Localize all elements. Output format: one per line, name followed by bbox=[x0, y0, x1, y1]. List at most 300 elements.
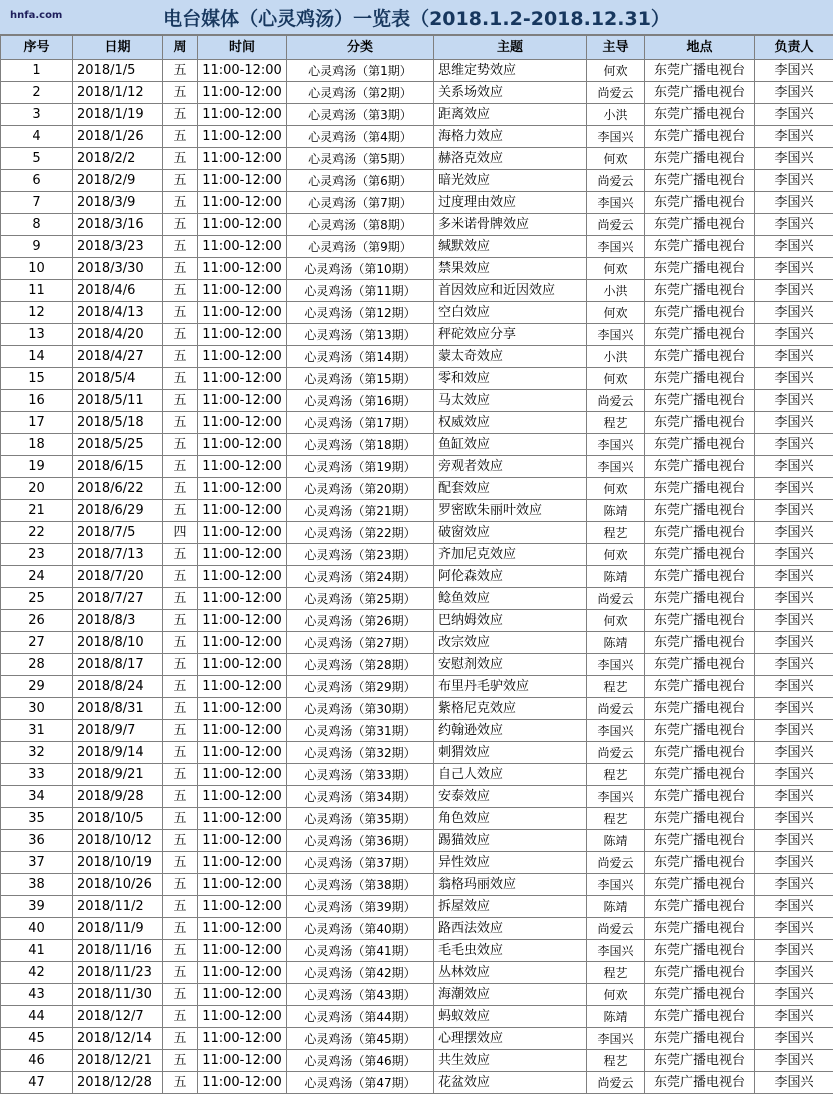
table-row bbox=[1, 280, 833, 302]
cell-index: 34 bbox=[1, 786, 73, 808]
cell-topic: 改宗效应 bbox=[434, 632, 587, 654]
cell-category: 心灵鸡汤（第37期） bbox=[287, 852, 434, 874]
cell-category: 心灵鸡汤（第35期） bbox=[287, 808, 434, 830]
cell-topic: 海潮效应 bbox=[434, 984, 587, 1006]
cell-location: 东莞广播电视台 bbox=[645, 500, 755, 522]
cell-time: 11:00-12:00 bbox=[198, 1028, 287, 1050]
table-row bbox=[1, 214, 833, 236]
cell-owner: 李国兴 bbox=[755, 324, 833, 346]
cell-location: 东莞广播电视台 bbox=[645, 786, 755, 808]
cell-owner: 李国兴 bbox=[755, 764, 833, 786]
header-col-date: 日期 bbox=[73, 36, 163, 60]
cell-location: 东莞广播电视台 bbox=[645, 302, 755, 324]
cell-date: 2018/5/4 bbox=[73, 368, 163, 390]
cell-date: 2018/3/23 bbox=[73, 236, 163, 258]
cell-index: 19 bbox=[1, 456, 73, 478]
cell-time: 11:00-12:00 bbox=[198, 566, 287, 588]
cell-weekday: 五 bbox=[163, 258, 198, 280]
cell-topic: 破窗效应 bbox=[434, 522, 587, 544]
cell-host: 何欢 bbox=[587, 984, 645, 1006]
cell-date: 2018/4/6 bbox=[73, 280, 163, 302]
cell-time: 11:00-12:00 bbox=[198, 1006, 287, 1028]
table-row bbox=[1, 1006, 833, 1028]
cell-location: 东莞广播电视台 bbox=[645, 104, 755, 126]
table-row bbox=[1, 962, 833, 984]
cell-time: 11:00-12:00 bbox=[198, 170, 287, 192]
cell-topic: 鱼缸效应 bbox=[434, 434, 587, 456]
cell-location: 东莞广播电视台 bbox=[645, 412, 755, 434]
cell-location: 东莞广播电视台 bbox=[645, 632, 755, 654]
table-row bbox=[1, 192, 833, 214]
cell-time: 11:00-12:00 bbox=[198, 632, 287, 654]
cell-index: 33 bbox=[1, 764, 73, 786]
cell-time: 11:00-12:00 bbox=[198, 940, 287, 962]
cell-topic: 关系场效应 bbox=[434, 82, 587, 104]
table-row bbox=[1, 82, 833, 104]
cell-category: 心灵鸡汤（第44期） bbox=[287, 1006, 434, 1028]
cell-topic: 鲶鱼效应 bbox=[434, 588, 587, 610]
cell-topic: 阿伦森效应 bbox=[434, 566, 587, 588]
cell-category: 心灵鸡汤（第9期） bbox=[287, 236, 434, 258]
cell-owner: 李国兴 bbox=[755, 1072, 833, 1094]
cell-index: 5 bbox=[1, 148, 73, 170]
cell-host: 李国兴 bbox=[587, 126, 645, 148]
cell-time: 11:00-12:00 bbox=[198, 698, 287, 720]
cell-owner: 李国兴 bbox=[755, 1050, 833, 1072]
cell-index: 35 bbox=[1, 808, 73, 830]
cell-time: 11:00-12:00 bbox=[198, 852, 287, 874]
cell-category: 心灵鸡汤（第4期） bbox=[287, 126, 434, 148]
cell-host: 尚爱云 bbox=[587, 390, 645, 412]
cell-host: 李国兴 bbox=[587, 654, 645, 676]
cell-date: 2018/9/28 bbox=[73, 786, 163, 808]
cell-index: 47 bbox=[1, 1072, 73, 1094]
table-row bbox=[1, 522, 833, 544]
schedule-table bbox=[0, 35, 833, 1094]
table-row bbox=[1, 434, 833, 456]
cell-host: 李国兴 bbox=[587, 786, 645, 808]
cell-index: 4 bbox=[1, 126, 73, 148]
cell-topic: 花盆效应 bbox=[434, 1072, 587, 1094]
cell-host: 陈靖 bbox=[587, 632, 645, 654]
cell-location: 东莞广播电视台 bbox=[645, 346, 755, 368]
table-row bbox=[1, 698, 833, 720]
cell-location: 东莞广播电视台 bbox=[645, 236, 755, 258]
cell-weekday: 五 bbox=[163, 412, 198, 434]
cell-weekday: 五 bbox=[163, 852, 198, 874]
cell-date: 2018/7/13 bbox=[73, 544, 163, 566]
cell-owner: 李国兴 bbox=[755, 500, 833, 522]
table-row bbox=[1, 104, 833, 126]
header-col-owner: 负责人 bbox=[755, 36, 833, 60]
cell-weekday: 五 bbox=[163, 280, 198, 302]
cell-index: 16 bbox=[1, 390, 73, 412]
cell-host: 李国兴 bbox=[587, 192, 645, 214]
cell-weekday: 五 bbox=[163, 1028, 198, 1050]
cell-owner: 李国兴 bbox=[755, 104, 833, 126]
cell-owner: 李国兴 bbox=[755, 60, 833, 82]
cell-host: 尚爱云 bbox=[587, 588, 645, 610]
cell-location: 东莞广播电视台 bbox=[645, 698, 755, 720]
cell-owner: 李国兴 bbox=[755, 632, 833, 654]
cell-owner: 李国兴 bbox=[755, 610, 833, 632]
cell-topic: 翁格玛丽效应 bbox=[434, 874, 587, 896]
cell-category: 心灵鸡汤（第19期） bbox=[287, 456, 434, 478]
cell-location: 东莞广播电视台 bbox=[645, 764, 755, 786]
cell-topic: 暗光效应 bbox=[434, 170, 587, 192]
cell-time: 11:00-12:00 bbox=[198, 742, 287, 764]
cell-location: 东莞广播电视台 bbox=[645, 808, 755, 830]
cell-topic: 刺猬效应 bbox=[434, 742, 587, 764]
table-row bbox=[1, 764, 833, 786]
header-col-host: 主导 bbox=[587, 36, 645, 60]
cell-location: 东莞广播电视台 bbox=[645, 1050, 755, 1072]
cell-date: 2018/11/2 bbox=[73, 896, 163, 918]
cell-date: 2018/11/23 bbox=[73, 962, 163, 984]
cell-date: 2018/12/7 bbox=[73, 1006, 163, 1028]
cell-topic: 零和效应 bbox=[434, 368, 587, 390]
cell-host: 尚爱云 bbox=[587, 742, 645, 764]
cell-topic: 多米诺骨牌效应 bbox=[434, 214, 587, 236]
cell-host: 何欢 bbox=[587, 148, 645, 170]
cell-weekday: 五 bbox=[163, 302, 198, 324]
table-row bbox=[1, 236, 833, 258]
cell-date: 2018/8/31 bbox=[73, 698, 163, 720]
table-row bbox=[1, 544, 833, 566]
table-row bbox=[1, 258, 833, 280]
cell-host: 李国兴 bbox=[587, 456, 645, 478]
cell-owner: 李国兴 bbox=[755, 368, 833, 390]
cell-host: 程艺 bbox=[587, 808, 645, 830]
cell-topic: 蚂蚁效应 bbox=[434, 1006, 587, 1028]
cell-index: 14 bbox=[1, 346, 73, 368]
cell-time: 11:00-12:00 bbox=[198, 874, 287, 896]
cell-date: 2018/6/22 bbox=[73, 478, 163, 500]
cell-time: 11:00-12:00 bbox=[198, 654, 287, 676]
cell-topic: 角色效应 bbox=[434, 808, 587, 830]
cell-time: 11:00-12:00 bbox=[198, 522, 287, 544]
cell-category: 心灵鸡汤（第13期） bbox=[287, 324, 434, 346]
cell-time: 11:00-12:00 bbox=[198, 962, 287, 984]
cell-location: 东莞广播电视台 bbox=[645, 170, 755, 192]
cell-date: 2018/11/9 bbox=[73, 918, 163, 940]
cell-weekday: 五 bbox=[163, 786, 198, 808]
cell-weekday: 五 bbox=[163, 654, 198, 676]
cell-host: 李国兴 bbox=[587, 874, 645, 896]
cell-index: 1 bbox=[1, 60, 73, 82]
cell-owner: 李国兴 bbox=[755, 698, 833, 720]
cell-time: 11:00-12:00 bbox=[198, 192, 287, 214]
table-row bbox=[1, 148, 833, 170]
cell-topic: 共生效应 bbox=[434, 1050, 587, 1072]
cell-index: 10 bbox=[1, 258, 73, 280]
cell-time: 11:00-12:00 bbox=[198, 676, 287, 698]
cell-location: 东莞广播电视台 bbox=[645, 390, 755, 412]
cell-owner: 李国兴 bbox=[755, 170, 833, 192]
cell-topic: 齐加尼克效应 bbox=[434, 544, 587, 566]
cell-host: 李国兴 bbox=[587, 1028, 645, 1050]
cell-time: 11:00-12:00 bbox=[198, 280, 287, 302]
cell-location: 东莞广播电视台 bbox=[645, 918, 755, 940]
cell-weekday: 五 bbox=[163, 60, 198, 82]
cell-topic: 踢猫效应 bbox=[434, 830, 587, 852]
cell-weekday: 五 bbox=[163, 742, 198, 764]
cell-location: 东莞广播电视台 bbox=[645, 368, 755, 390]
cell-location: 东莞广播电视台 bbox=[645, 214, 755, 236]
cell-location: 东莞广播电视台 bbox=[645, 60, 755, 82]
cell-owner: 李国兴 bbox=[755, 126, 833, 148]
cell-date: 2018/12/14 bbox=[73, 1028, 163, 1050]
cell-topic: 思维定势效应 bbox=[434, 60, 587, 82]
cell-weekday: 五 bbox=[163, 874, 198, 896]
cell-owner: 李国兴 bbox=[755, 192, 833, 214]
cell-host: 小洪 bbox=[587, 346, 645, 368]
cell-topic: 丛林效应 bbox=[434, 962, 587, 984]
cell-weekday: 五 bbox=[163, 544, 198, 566]
cell-index: 41 bbox=[1, 940, 73, 962]
cell-topic: 缄默效应 bbox=[434, 236, 587, 258]
cell-host: 小洪 bbox=[587, 280, 645, 302]
cell-time: 11:00-12:00 bbox=[198, 1072, 287, 1094]
cell-date: 2018/4/27 bbox=[73, 346, 163, 368]
cell-host: 程艺 bbox=[587, 962, 645, 984]
cell-owner: 李国兴 bbox=[755, 236, 833, 258]
cell-location: 东莞广播电视台 bbox=[645, 962, 755, 984]
cell-index: 12 bbox=[1, 302, 73, 324]
cell-time: 11:00-12:00 bbox=[198, 456, 287, 478]
cell-date: 2018/7/20 bbox=[73, 566, 163, 588]
cell-weekday: 五 bbox=[163, 896, 198, 918]
cell-date: 2018/4/13 bbox=[73, 302, 163, 324]
cell-index: 24 bbox=[1, 566, 73, 588]
cell-date: 2018/8/17 bbox=[73, 654, 163, 676]
cell-weekday: 五 bbox=[163, 346, 198, 368]
cell-date: 2018/10/19 bbox=[73, 852, 163, 874]
table-row bbox=[1, 478, 833, 500]
cell-index: 46 bbox=[1, 1050, 73, 1072]
cell-host: 何欢 bbox=[587, 610, 645, 632]
cell-host: 尚爱云 bbox=[587, 214, 645, 236]
cell-time: 11:00-12:00 bbox=[198, 126, 287, 148]
cell-index: 17 bbox=[1, 412, 73, 434]
cell-time: 11:00-12:00 bbox=[198, 764, 287, 786]
cell-index: 26 bbox=[1, 610, 73, 632]
cell-owner: 李国兴 bbox=[755, 830, 833, 852]
cell-index: 38 bbox=[1, 874, 73, 896]
cell-category: 心灵鸡汤（第34期） bbox=[287, 786, 434, 808]
table-row bbox=[1, 1072, 833, 1094]
cell-index: 37 bbox=[1, 852, 73, 874]
cell-topic: 自己人效应 bbox=[434, 764, 587, 786]
cell-category: 心灵鸡汤（第15期） bbox=[287, 368, 434, 390]
logo: hnfa.com bbox=[10, 10, 63, 21]
cell-weekday: 五 bbox=[163, 324, 198, 346]
title-bar bbox=[0, 0, 833, 35]
cell-date: 2018/6/15 bbox=[73, 456, 163, 478]
cell-weekday: 五 bbox=[163, 434, 198, 456]
table-row bbox=[1, 874, 833, 896]
cell-host: 何欢 bbox=[587, 544, 645, 566]
cell-location: 东莞广播电视台 bbox=[645, 456, 755, 478]
cell-date: 2018/1/19 bbox=[73, 104, 163, 126]
cell-time: 11:00-12:00 bbox=[198, 610, 287, 632]
cell-weekday: 五 bbox=[163, 566, 198, 588]
cell-location: 东莞广播电视台 bbox=[645, 852, 755, 874]
cell-weekday: 五 bbox=[163, 808, 198, 830]
cell-location: 东莞广播电视台 bbox=[645, 676, 755, 698]
cell-location: 东莞广播电视台 bbox=[645, 148, 755, 170]
cell-category: 心灵鸡汤（第25期） bbox=[287, 588, 434, 610]
cell-index: 18 bbox=[1, 434, 73, 456]
cell-time: 11:00-12:00 bbox=[198, 808, 287, 830]
cell-host: 陈靖 bbox=[587, 896, 645, 918]
cell-index: 45 bbox=[1, 1028, 73, 1050]
cell-host: 小洪 bbox=[587, 104, 645, 126]
page-title: 电台媒体（心灵鸡汤）一览表（2018.1.2-2018.12.31） bbox=[163, 7, 670, 30]
table-row bbox=[1, 654, 833, 676]
cell-location: 东莞广播电视台 bbox=[645, 610, 755, 632]
cell-time: 11:00-12:00 bbox=[198, 302, 287, 324]
cell-weekday: 五 bbox=[163, 984, 198, 1006]
cell-time: 11:00-12:00 bbox=[198, 148, 287, 170]
cell-weekday: 五 bbox=[163, 390, 198, 412]
cell-owner: 李国兴 bbox=[755, 346, 833, 368]
cell-category: 心灵鸡汤（第36期） bbox=[287, 830, 434, 852]
cell-index: 28 bbox=[1, 654, 73, 676]
cell-category: 心灵鸡汤（第32期） bbox=[287, 742, 434, 764]
cell-owner: 李国兴 bbox=[755, 478, 833, 500]
cell-weekday: 五 bbox=[163, 1050, 198, 1072]
cell-index: 20 bbox=[1, 478, 73, 500]
cell-weekday: 五 bbox=[163, 214, 198, 236]
cell-topic: 旁观者效应 bbox=[434, 456, 587, 478]
cell-topic: 紫格尼克效应 bbox=[434, 698, 587, 720]
cell-location: 东莞广播电视台 bbox=[645, 522, 755, 544]
cell-topic: 安泰效应 bbox=[434, 786, 587, 808]
cell-time: 11:00-12:00 bbox=[198, 786, 287, 808]
cell-location: 东莞广播电视台 bbox=[645, 434, 755, 456]
cell-host: 程艺 bbox=[587, 522, 645, 544]
cell-date: 2018/9/14 bbox=[73, 742, 163, 764]
cell-date: 2018/4/20 bbox=[73, 324, 163, 346]
cell-category: 心灵鸡汤（第3期） bbox=[287, 104, 434, 126]
cell-category: 心灵鸡汤（第40期） bbox=[287, 918, 434, 940]
cell-location: 东莞广播电视台 bbox=[645, 940, 755, 962]
cell-category: 心灵鸡汤（第21期） bbox=[287, 500, 434, 522]
cell-location: 东莞广播电视台 bbox=[645, 258, 755, 280]
cell-host: 李国兴 bbox=[587, 324, 645, 346]
cell-owner: 李国兴 bbox=[755, 654, 833, 676]
cell-category: 心灵鸡汤（第1期） bbox=[287, 60, 434, 82]
cell-time: 11:00-12:00 bbox=[198, 82, 287, 104]
cell-category: 心灵鸡汤（第38期） bbox=[287, 874, 434, 896]
cell-weekday: 五 bbox=[163, 720, 198, 742]
cell-location: 东莞广播电视台 bbox=[645, 566, 755, 588]
table-row bbox=[1, 984, 833, 1006]
cell-host: 尚爱云 bbox=[587, 918, 645, 940]
cell-host: 程艺 bbox=[587, 676, 645, 698]
cell-category: 心灵鸡汤（第16期） bbox=[287, 390, 434, 412]
table-row bbox=[1, 500, 833, 522]
table-row bbox=[1, 346, 833, 368]
cell-host: 陈靖 bbox=[587, 1006, 645, 1028]
cell-topic: 空白效应 bbox=[434, 302, 587, 324]
cell-owner: 李国兴 bbox=[755, 258, 833, 280]
table-row bbox=[1, 126, 833, 148]
cell-time: 11:00-12:00 bbox=[198, 896, 287, 918]
cell-time: 11:00-12:00 bbox=[198, 500, 287, 522]
cell-weekday: 五 bbox=[163, 148, 198, 170]
cell-host: 李国兴 bbox=[587, 940, 645, 962]
cell-time: 11:00-12:00 bbox=[198, 390, 287, 412]
cell-location: 东莞广播电视台 bbox=[645, 82, 755, 104]
cell-owner: 李国兴 bbox=[755, 962, 833, 984]
cell-date: 2018/2/2 bbox=[73, 148, 163, 170]
cell-host: 尚爱云 bbox=[587, 82, 645, 104]
table-body bbox=[1, 60, 833, 1094]
cell-owner: 李国兴 bbox=[755, 918, 833, 940]
cell-time: 11:00-12:00 bbox=[198, 588, 287, 610]
cell-owner: 李国兴 bbox=[755, 412, 833, 434]
table-row bbox=[1, 412, 833, 434]
cell-topic: 路西法效应 bbox=[434, 918, 587, 940]
cell-topic: 马太效应 bbox=[434, 390, 587, 412]
cell-weekday: 五 bbox=[163, 192, 198, 214]
cell-owner: 李国兴 bbox=[755, 896, 833, 918]
cell-owner: 李国兴 bbox=[755, 874, 833, 896]
cell-owner: 李国兴 bbox=[755, 676, 833, 698]
cell-location: 东莞广播电视台 bbox=[645, 478, 755, 500]
cell-topic: 安慰剂效应 bbox=[434, 654, 587, 676]
cell-owner: 李国兴 bbox=[755, 82, 833, 104]
cell-location: 东莞广播电视台 bbox=[645, 984, 755, 1006]
cell-weekday: 五 bbox=[163, 170, 198, 192]
table-row bbox=[1, 302, 833, 324]
header-col-time: 时间 bbox=[198, 36, 287, 60]
cell-topic: 距离效应 bbox=[434, 104, 587, 126]
cell-category: 心灵鸡汤（第27期） bbox=[287, 632, 434, 654]
cell-topic: 秤砣效应分享 bbox=[434, 324, 587, 346]
cell-index: 25 bbox=[1, 588, 73, 610]
table-row bbox=[1, 632, 833, 654]
cell-owner: 李国兴 bbox=[755, 566, 833, 588]
table-row bbox=[1, 830, 833, 852]
table-row bbox=[1, 940, 833, 962]
cell-category: 心灵鸡汤（第33期） bbox=[287, 764, 434, 786]
cell-host: 尚爱云 bbox=[587, 698, 645, 720]
cell-host: 陈靖 bbox=[587, 500, 645, 522]
table-row bbox=[1, 676, 833, 698]
cell-owner: 李国兴 bbox=[755, 742, 833, 764]
cell-time: 11:00-12:00 bbox=[198, 918, 287, 940]
cell-weekday: 五 bbox=[163, 918, 198, 940]
cell-topic: 约翰逊效应 bbox=[434, 720, 587, 742]
cell-weekday: 五 bbox=[163, 236, 198, 258]
cell-host: 何欢 bbox=[587, 60, 645, 82]
cell-topic: 巴纳姆效应 bbox=[434, 610, 587, 632]
cell-index: 3 bbox=[1, 104, 73, 126]
header-col-weekday: 周 bbox=[163, 36, 198, 60]
cell-host: 程艺 bbox=[587, 1050, 645, 1072]
cell-category: 心灵鸡汤（第23期） bbox=[287, 544, 434, 566]
cell-date: 2018/12/28 bbox=[73, 1072, 163, 1094]
cell-owner: 李国兴 bbox=[755, 1028, 833, 1050]
header-row bbox=[1, 36, 833, 60]
cell-date: 2018/5/11 bbox=[73, 390, 163, 412]
cell-location: 东莞广播电视台 bbox=[645, 588, 755, 610]
cell-date: 2018/8/24 bbox=[73, 676, 163, 698]
cell-category: 心灵鸡汤（第47期） bbox=[287, 1072, 434, 1094]
